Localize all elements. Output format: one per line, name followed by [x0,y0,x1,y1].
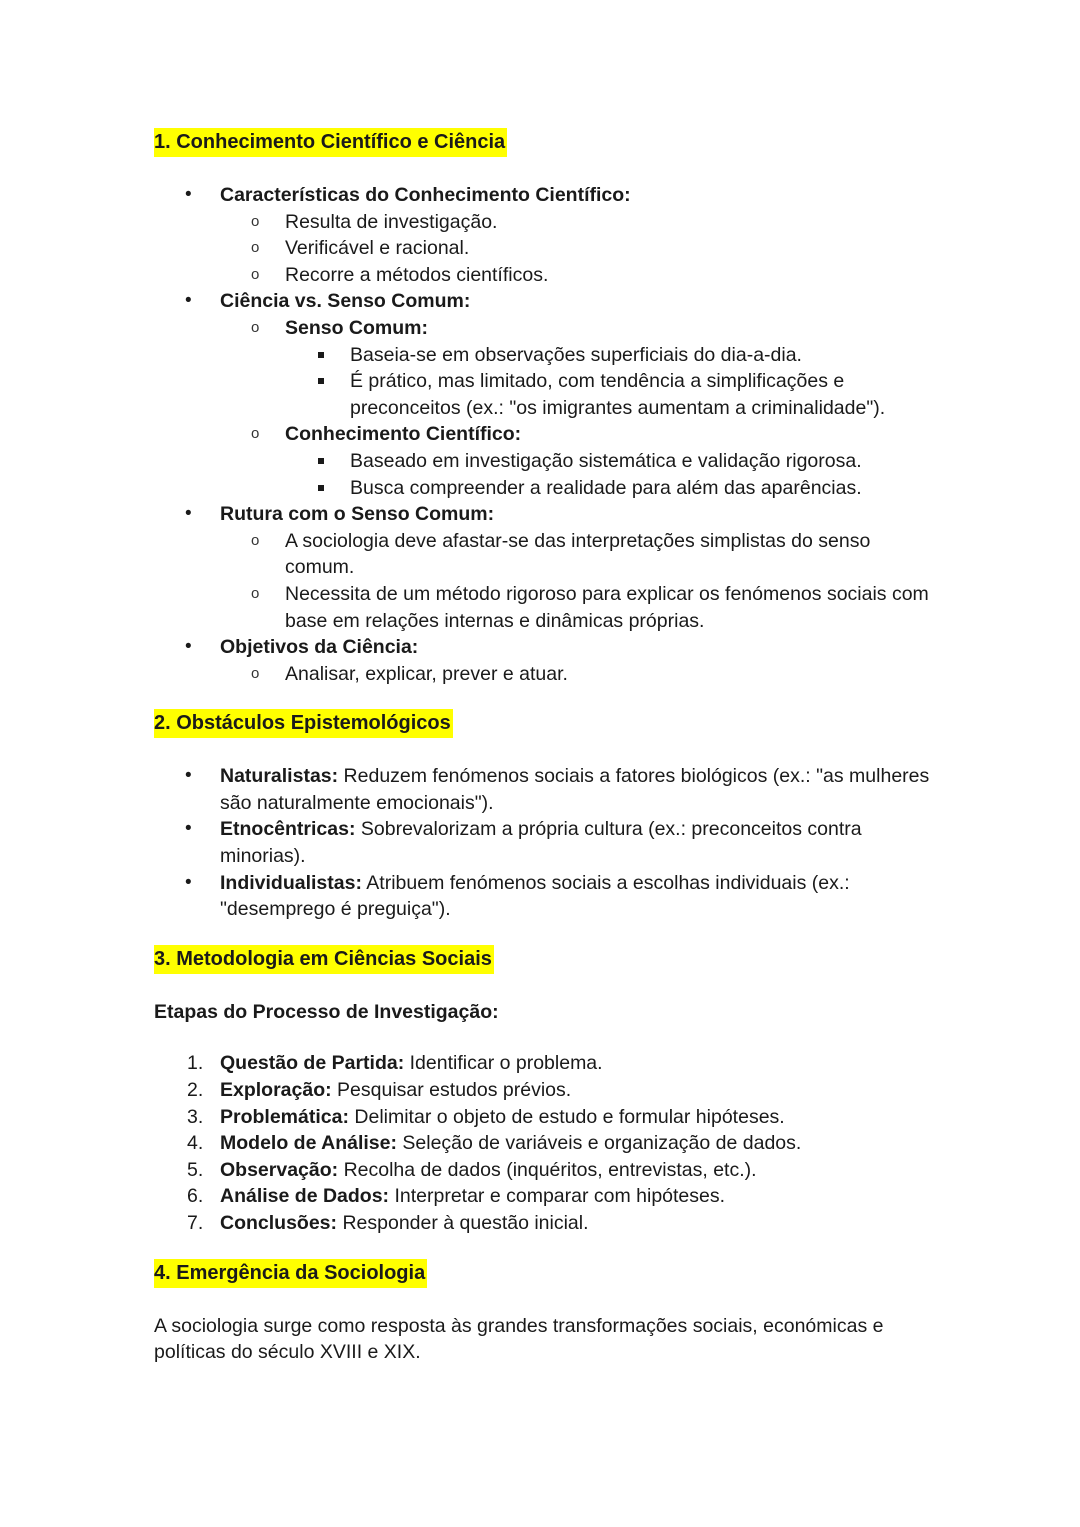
square-bullet-icon [318,352,324,358]
circle-bullet-icon: o [251,584,260,602]
list-item: • Objetivos da Ciência: [154,634,934,661]
list-item: o Senso Comum: [154,315,934,342]
circle-bullet-icon: o [251,531,260,549]
section-heading: 1. Conhecimento Científico e Ciência [154,128,507,157]
circle-bullet-icon: o [251,664,260,682]
bullet-list [154,182,934,687]
circle-bullet-icon: o [251,318,260,336]
square-bullet-icon [318,485,324,491]
square-bullet-icon [318,378,324,384]
list-item: 3. Problemática: Delimitar o objeto de estudo e formular hipóteses. [187,1105,785,1128]
bullet-icon: • [185,871,192,893]
circle-bullet-icon: o [251,425,260,443]
square-bullet-icon [318,458,324,464]
list-item: • Rutura com o Senso Comum: [154,501,934,528]
list-item: 6. Análise de Dados: Interpretar e comparar com hipóteses. [187,1185,726,1208]
section-metodologia [154,945,934,1237]
list-item: • Naturalistas: Reduzem fenómenos sociais a fatores biológicos (ex.: "as mulheres são naturalmente emocionais"). [185,765,930,814]
list-item: • Ciência vs. Senso Comum: [154,288,934,315]
section-heading: 3. Metodologia em Ciências Sociais [154,945,494,974]
bullet-icon: • [185,290,192,312]
numbered-list [154,1050,934,1236]
list-item: É prático, mas limitado, com tendência a simplificações e preconceitos (ex.: "os imigrantes aumentam a criminalidade"). [154,368,934,421]
circle-bullet-icon: o [251,239,260,257]
bullet-icon: • [185,184,192,205]
document-page [154,128,934,1366]
list-item: 2. Exploração: Pesquisar estudos prévios. [187,1079,572,1102]
list-item: 7. Conclusões: Responder à questão inicial. [187,1212,589,1234]
bullet-icon: • [185,636,192,658]
circle-bullet-icon: o [251,212,260,230]
bullet-list [154,763,934,923]
section-emergencia [154,1259,934,1366]
list-item: o Conhecimento Científico: [154,421,934,448]
list-item: 5. Observação: Recolha de dados (inquéritos, entrevistas, etc.). [187,1158,757,1181]
circle-bullet-icon: o [251,265,260,283]
section-conhecimento-cientifico [154,128,934,687]
list-item: o Recorre a métodos científicos. [154,262,934,289]
list-item: • Etnocêntricas: Sobrevalorizam a própria cultura (ex.: preconceitos contra minorias). [185,818,862,868]
bullet-icon: • [185,818,192,840]
list-item: 1. Questão de Partida: Identificar o problema. [187,1052,603,1075]
list-item: • Individualistas: Atribuem fenómenos sociais a escolhas individuais (ex.: "desemprego é preguiça"). [185,871,850,921]
section-heading: 2. Obstáculos Epistemológicos [154,709,453,738]
list-item: • Características do Conhecimento Científico: [154,182,934,209]
section-heading: 4. Emergência da Sociologia [154,1259,427,1288]
list-item: Baseia-se em observações superficiais do dia-a-dia. [154,342,934,369]
bullet-icon: • [185,503,192,525]
bullet-icon: • [185,765,192,787]
list-item: o A sociologia deve afastar-se das interpretações simplistas do senso comum. [251,529,871,579]
list-item: 4. Modelo de Análise: Seleção de variáveis e organização de dados. [187,1132,802,1155]
list-item: o Analisar, explicar, prever e atuar. [154,661,934,688]
paragraph: A sociologia surge como resposta às grandes transformações sociais, económicas e políticas do século XVIII e XIX. [154,1314,884,1364]
section-obstaculos [154,709,934,923]
list-item: Baseado em investigação sistemática e validação rigorosa. [154,448,934,475]
list-item: o Verificável e racional. [154,235,934,262]
subheading: Etapas do Processo de Investigação: [154,1000,499,1023]
list-item: Busca compreender a realidade para além das aparências. [154,475,934,502]
list-item: o Necessita de um método rigoroso para explicar os fenómenos sociais com base em relações internas e dinâmicas próprias. [251,582,929,632]
list-item: o Resulta de investigação. [154,209,934,236]
